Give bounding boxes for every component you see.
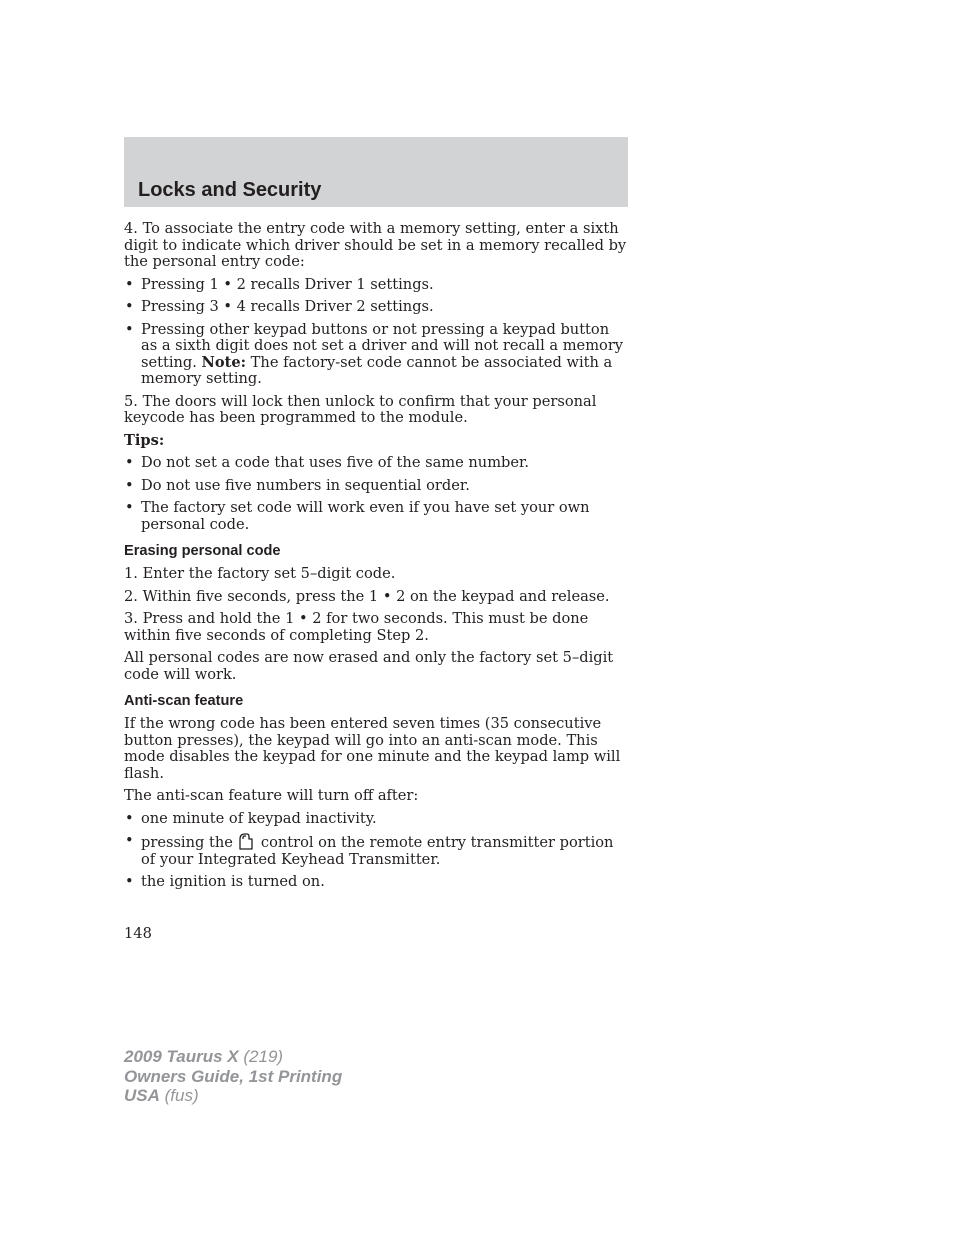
- antiscan-heading: Anti-scan feature: [124, 693, 244, 709]
- bullet: •: [125, 454, 134, 471]
- footer-line-2: Owners Guide, 1st Printing: [124, 1066, 343, 1086]
- footer-model-code: (219): [238, 1047, 284, 1066]
- bullet: •: [125, 298, 134, 315]
- step-5-text: 5. The doors will lock then unlock to confirm that your personal keycode has been programmed to the module.: [124, 392, 597, 426]
- section-title: Locks and Security: [138, 179, 322, 201]
- list-item-text: Do not set a code that uses five of the same number.: [141, 454, 530, 471]
- erasing-step: 2. Within five seconds, press the 1 • 2 on the keypad and release.: [124, 587, 610, 605]
- tips-list: [124, 455, 628, 533]
- list-item-text: the ignition is turned on.: [141, 873, 325, 890]
- erasing-step: 1. Enter the factory set 5–digit code.: [124, 565, 396, 582]
- list-item-text: one minute of keypad inactivity.: [141, 809, 377, 827]
- list-item: [124, 478, 628, 495]
- list-item-text: Pressing 1 • 2 recalls Driver 1 settings.: [141, 275, 434, 293]
- bullet: •: [125, 275, 134, 293]
- bullet: •: [125, 832, 134, 849]
- list-item-text: pressing the: [141, 834, 233, 851]
- list-item: [124, 833, 628, 868]
- antiscan-paragraph: If the wrong code has been entered seven times (35 consecutive button presses), the keypad will go into an anti-scan mode. This mode disables the keypad for one minute and the keypad lamp will flash.: [124, 715, 621, 782]
- list-item-text: Pressing 3 • 4 recalls Driver 2 settings.: [141, 298, 434, 315]
- list-item-text: The factory set code will work even if you have set your own personal code.: [141, 499, 590, 533]
- unlock-icon: [237, 833, 255, 850]
- note-text: The factory-set code cannot be associated with a memory setting.: [141, 353, 613, 387]
- list-item: [124, 500, 628, 533]
- list-item-text: Pressing other keypad buttons or not pressing a keypad button as a sixth digit does not set a driver and will not recall a memory setting.: [141, 320, 624, 371]
- list-item: [124, 811, 628, 828]
- footer-market-code: (fus): [159, 1086, 199, 1105]
- memory-bullet-list: [124, 277, 628, 388]
- list-item: [124, 874, 628, 891]
- section-header-band: [124, 137, 628, 207]
- tips-label: Tips:: [124, 431, 165, 449]
- bullet: •: [125, 320, 134, 338]
- antiscan-lead: The anti-scan feature will turn off after:: [124, 787, 419, 804]
- antiscan-list: [124, 811, 628, 891]
- footer-imprint: [124, 1047, 342, 1106]
- list-item: [124, 322, 628, 388]
- footer-line-3: [124, 1086, 342, 1106]
- page-content: [124, 221, 628, 897]
- erasing-conclusion: All personal codes are now erased and only the factory set 5–digit code will work.: [124, 649, 614, 683]
- footer-model: 2009 Taurus X: [124, 1047, 239, 1066]
- erasing-heading: Erasing personal code: [124, 543, 281, 559]
- step-4-text: 4. To associate the entry code with a memory setting, enter a sixth digit to indicate which driver should be set in a memory recalled by the personal entry code:: [124, 220, 627, 270]
- page-number: 148: [124, 925, 152, 942]
- list-item: [124, 299, 628, 316]
- list-item-text: control on the remote entry transmitter portion of your Integrated Keyhead Transmitter.: [141, 834, 614, 868]
- bullet: •: [125, 476, 134, 494]
- footer-line-1: [124, 1047, 342, 1067]
- list-item-text: Do not use five numbers in sequential order.: [141, 476, 470, 494]
- list-item: [124, 455, 628, 472]
- bullet: •: [125, 809, 134, 827]
- bullet: •: [125, 873, 134, 890]
- erasing-step: 3. Press and hold the 1 • 2 for two seconds. This must be done within five seconds of completing Step 2.: [124, 610, 589, 644]
- note-label: Note:: [201, 353, 247, 371]
- footer-market: USA: [124, 1086, 160, 1105]
- bullet: •: [125, 499, 134, 516]
- list-item: [124, 277, 628, 294]
